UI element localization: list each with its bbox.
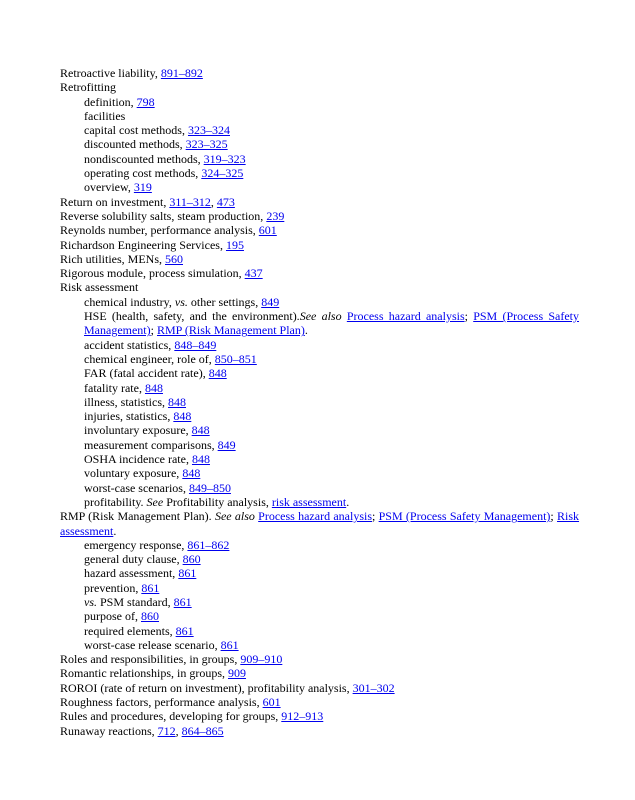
- index-text: ;: [550, 509, 558, 524]
- index-entry: [60, 695, 579, 709]
- index-subentry: [60, 295, 579, 309]
- index-text: purpose of,: [84, 609, 141, 624]
- page-reference-link[interactable]: 861: [141, 580, 160, 595]
- page-reference-link[interactable]: 909–910: [240, 652, 283, 667]
- index-entry: [60, 80, 579, 94]
- page-reference-link[interactable]: 848–849: [174, 337, 217, 352]
- index-subentry: [60, 180, 579, 194]
- page-reference-link[interactable]: 319: [133, 180, 152, 195]
- page-reference-link[interactable]: 239: [266, 208, 285, 223]
- index-subentry: [60, 137, 579, 151]
- page-reference-link[interactable]: 601: [262, 695, 281, 710]
- index-text: involuntary exposure,: [84, 423, 192, 438]
- index-text: prevention,: [84, 580, 142, 595]
- page-reference-link[interactable]: 323–325: [185, 137, 228, 152]
- index-text: required elements,: [84, 623, 176, 638]
- index-entry: [60, 666, 579, 680]
- index-entry: [60, 652, 579, 666]
- index-subentry: [60, 638, 579, 652]
- page-reference-link[interactable]: 301–302: [352, 680, 395, 695]
- index-subentry: [60, 152, 579, 166]
- index-text: chemical engineer, role of,: [84, 351, 215, 366]
- index-subentry: [60, 409, 579, 423]
- page-reference-link[interactable]: Process hazard analysis: [346, 309, 465, 324]
- index-subentry: [60, 366, 579, 380]
- index-subentry: [60, 495, 579, 509]
- page-reference-link[interactable]: 849: [217, 437, 236, 452]
- index-text: other settings,: [187, 294, 262, 309]
- index-entry: [60, 66, 579, 80]
- index-text: .: [113, 523, 117, 538]
- index-text: Reynolds number, performance analysis,: [60, 223, 259, 238]
- page-reference-link[interactable]: 798: [136, 94, 155, 109]
- page-reference-link[interactable]: 848: [191, 452, 210, 467]
- page-reference-link[interactable]: 861: [220, 637, 239, 652]
- index-text: PSM standard,: [97, 594, 174, 609]
- index-subentry: [60, 166, 579, 180]
- index-entry: [60, 509, 579, 538]
- index-text: ROROI (rate of return on investment), profitability analysis,: [60, 680, 353, 695]
- index-entry: [60, 195, 579, 209]
- page-reference-link[interactable]: 601: [258, 223, 277, 238]
- index-subentry: [60, 438, 579, 452]
- index-text: .: [346, 494, 350, 509]
- index-text: Risk assessment: [60, 280, 139, 295]
- page-reference-link[interactable]: 861: [175, 623, 194, 638]
- index-entry: [60, 223, 579, 237]
- index-text: ;: [464, 309, 474, 324]
- index-text: fatality rate,: [84, 380, 145, 395]
- page-reference-link[interactable]: 324–325: [201, 166, 244, 181]
- index-text: chemical industry,: [84, 294, 175, 309]
- index-entry: [60, 266, 579, 280]
- index-subentry: [60, 552, 579, 566]
- index-text: ;: [150, 323, 157, 338]
- page-reference-link[interactable]: 848: [173, 409, 192, 424]
- page-reference-link[interactable]: 848: [191, 423, 210, 438]
- index-subentry: [60, 481, 579, 495]
- index-text: ;: [372, 509, 379, 524]
- index-text: ,: [175, 723, 182, 738]
- page-reference-link[interactable]: 861: [173, 594, 192, 609]
- page-reference-link[interactable]: 323–324: [187, 123, 230, 138]
- page-reference-link[interactable]: Process hazard analysis: [258, 509, 373, 524]
- page-reference-link[interactable]: 311–312: [169, 194, 211, 209]
- page-reference-link[interactable]: 712: [157, 723, 176, 738]
- index-text: FAR (fatal accident rate),: [84, 366, 209, 381]
- index-entry: [60, 280, 579, 294]
- index-text: voluntary exposure,: [84, 466, 183, 481]
- index-subentry: [60, 395, 579, 409]
- page-reference-link[interactable]: 560: [165, 251, 183, 266]
- page-reference-link[interactable]: 850–851: [214, 351, 257, 366]
- index-subentry: [60, 352, 579, 366]
- index-subentry: [60, 123, 579, 137]
- index-text: accident statistics,: [84, 337, 175, 352]
- index-entry: [60, 252, 579, 266]
- index-text: RMP (Risk Management Plan).: [60, 509, 215, 524]
- index-subentry: [60, 381, 579, 395]
- index-text: ,: [210, 194, 217, 209]
- index-subentry: [60, 609, 579, 623]
- index-text: discounted methods,: [84, 137, 186, 152]
- index-text: nondiscounted methods,: [84, 151, 204, 166]
- index-text: injuries, statistics,: [84, 409, 174, 424]
- page-reference-link[interactable]: 437: [244, 266, 263, 281]
- page-reference-link[interactable]: 319–323: [203, 151, 246, 166]
- page-reference-link[interactable]: risk assessment: [271, 494, 347, 509]
- index-italic-text: See also: [214, 509, 255, 524]
- index-entry: [60, 681, 579, 695]
- index-text: Reverse solubility salts, steam production,: [60, 208, 267, 223]
- page-reference-link[interactable]: 848: [208, 366, 227, 381]
- index-subentry: [60, 538, 579, 552]
- index-text: worst-case scenarios,: [84, 480, 189, 495]
- page-reference-link[interactable]: 864–865: [181, 723, 224, 738]
- index-text: Romantic relationships, in groups,: [60, 666, 228, 681]
- page-reference-link[interactable]: 849–850: [188, 480, 231, 495]
- page-reference-link[interactable]: 891–892: [160, 66, 203, 80]
- index-text: measurement comparisons,: [84, 437, 218, 452]
- index-page: [60, 66, 579, 738]
- index-subentry: [60, 338, 579, 352]
- index-text: OSHA incidence rate,: [84, 452, 192, 467]
- index-entry: [60, 238, 579, 252]
- index-text: operating cost methods,: [84, 166, 202, 181]
- index-subentry: [60, 452, 579, 466]
- index-text: definition,: [84, 94, 137, 109]
- index-subentry: [60, 624, 579, 638]
- page-reference-link[interactable]: Risk assessment: [60, 509, 580, 538]
- index-entry: [60, 709, 579, 723]
- index-subentry: [60, 595, 579, 609]
- page-reference-link[interactable]: 860: [182, 552, 201, 567]
- index-text: capital cost methods,: [84, 123, 188, 138]
- index-text: illness, statistics,: [84, 394, 168, 409]
- page-reference-link[interactable]: PSM (Process Safety Management): [378, 509, 551, 524]
- index-subentry: [60, 109, 579, 123]
- page-reference-link[interactable]: 860: [141, 609, 159, 624]
- index-italic-text: See: [146, 494, 164, 509]
- page-reference-link[interactable]: 912–913: [281, 709, 324, 724]
- index-text: .: [304, 323, 308, 338]
- index-text: Profitability analysis,: [163, 494, 272, 509]
- index-text: Runaway reactions,: [60, 723, 158, 738]
- page-reference-link[interactable]: 849: [261, 294, 280, 309]
- page-reference-link[interactable]: 848: [144, 380, 163, 395]
- index-text: facilities: [84, 108, 126, 123]
- page-reference-link[interactable]: 195: [225, 237, 244, 252]
- index-text: Roles and responsibilities, in groups,: [60, 652, 241, 667]
- index-text: Rules and procedures, developing for groups,: [60, 709, 282, 724]
- index-text: HSE (health, safety, and the environment).: [84, 309, 300, 324]
- index-text: Rigorous module, process simulation,: [60, 266, 245, 281]
- index-text: Retrofitting: [60, 80, 116, 95]
- index-text: profitability.: [84, 494, 147, 509]
- index-text: emergency response,: [84, 537, 188, 552]
- index-text: Richardson Engineering Services,: [60, 237, 226, 252]
- page-reference-link[interactable]: PSM (Process Safety Management): [84, 309, 580, 338]
- index-subentry: [60, 423, 579, 437]
- page-reference-link[interactable]: 861–862: [187, 537, 230, 552]
- index-text: overview,: [84, 180, 134, 195]
- index-text: worst-case release scenario,: [84, 637, 221, 652]
- index-subentry: [60, 95, 579, 109]
- index-italic-text: See also: [299, 309, 342, 324]
- page-reference-link[interactable]: 909: [227, 666, 246, 681]
- index-text: general duty clause,: [84, 552, 183, 567]
- page-reference-link[interactable]: 848: [182, 466, 201, 481]
- index-subentry: [60, 309, 579, 338]
- index-text: Retroactive liability,: [60, 66, 161, 80]
- index-italic-text: vs.: [84, 594, 97, 609]
- page-reference-link[interactable]: 473: [216, 194, 235, 209]
- page-reference-link[interactable]: 861: [178, 566, 197, 581]
- index-italic-text: vs.: [174, 294, 188, 309]
- index-text: Rich utilities, MENs,: [60, 251, 165, 266]
- index-subentry: [60, 466, 579, 480]
- index-subentry: [60, 566, 579, 580]
- index-text: Roughness factors, performance analysis,: [60, 695, 263, 710]
- index-subentry: [60, 581, 579, 595]
- page-reference-link[interactable]: RMP (Risk Management Plan): [156, 323, 305, 338]
- index-text: Return on investment,: [60, 194, 170, 209]
- index-entry: [60, 724, 579, 738]
- page-reference-link[interactable]: 848: [168, 394, 186, 409]
- index-text: hazard assessment,: [84, 566, 179, 581]
- index-entry: [60, 209, 579, 223]
